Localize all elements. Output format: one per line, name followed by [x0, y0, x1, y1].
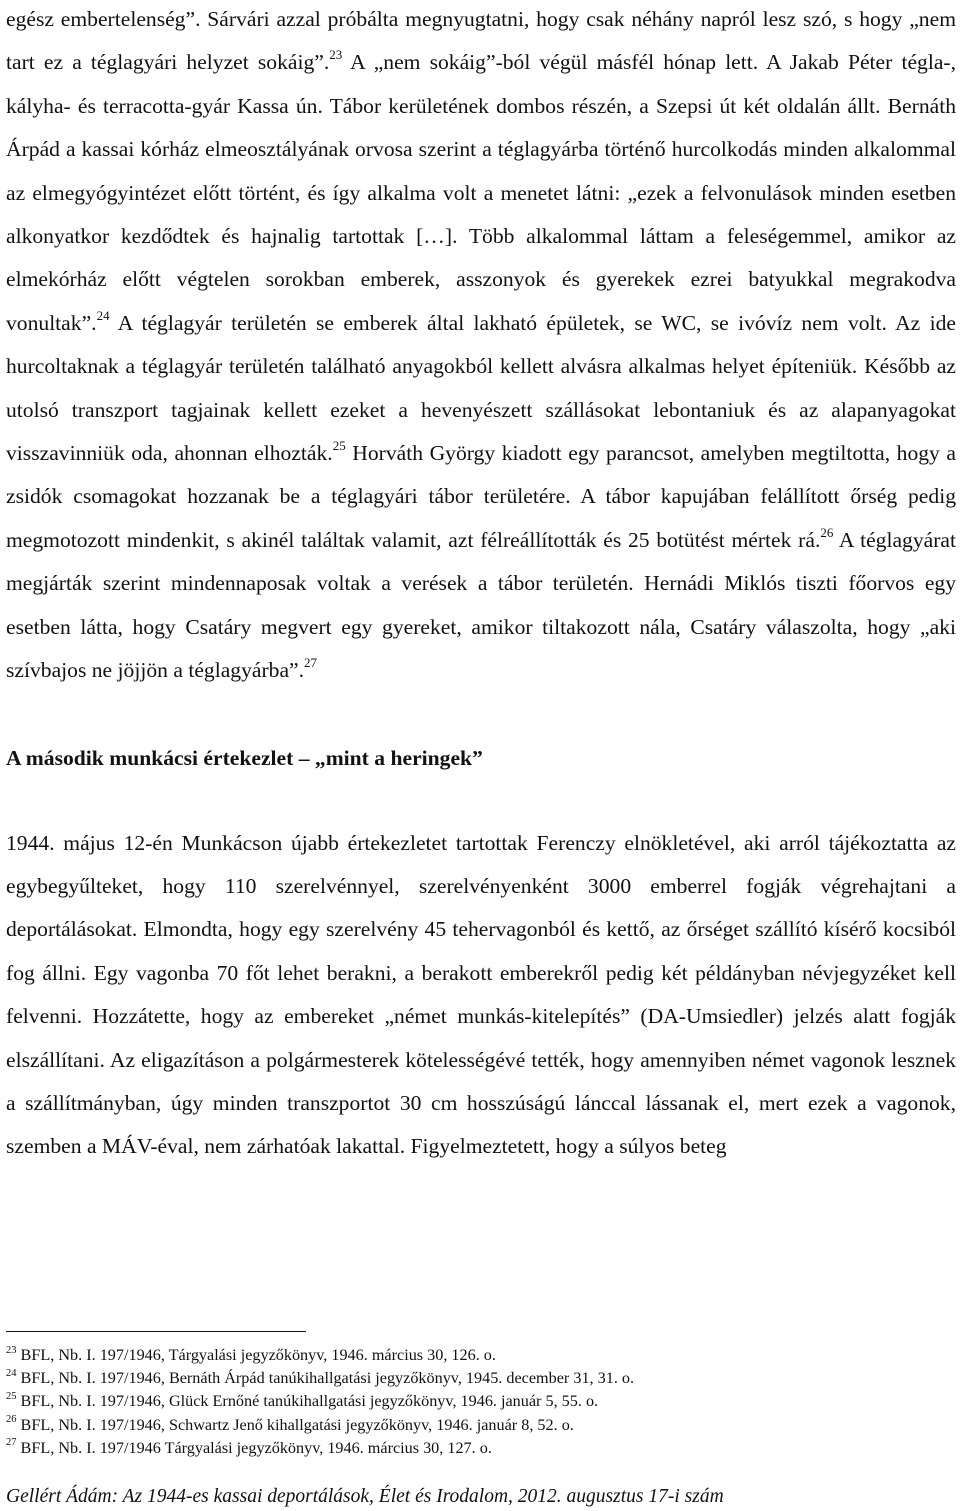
footnote-ref-25[interactable]: 25 [332, 437, 346, 453]
paragraph-text: Horváth György kiadott egy parancsot, amelyben megtiltotta, hogy a zsidók csomagokat hozzanak be a téglagyári tábor területére. A tábor kapujában felállított őrség pedig megmotozott mindenkit, s akinél találtak valamit, azt félreállították és 25 botütést mértek rá. [6, 441, 956, 552]
body-paragraph-1 [6, 0, 956, 693]
footnote-24 [6, 1367, 946, 1390]
footnote-text: BFL, Nb. I. 197/1946, Bernáth Árpád tanúkihallgatási jegyzőkönyv, 1945. december 31, 31. o. [16, 1369, 635, 1388]
footnote-text: BFL, Nb. I. 197/1946 Tárgyalási jegyzőkönyv, 1946. március 30, 127. o. [16, 1438, 492, 1457]
body-paragraph-2: 1944. május 12-én Munkácson újabb értekezletet tartottak Ferenczy elnökletével, aki arról tájékoztatta az egybegyűlteket, hogy 110 szerelvénnyel, szerelvényenként 3000 emberrel fogják végrehajtani a deportálásokat. Elmondta, hogy egy szerelvény 45 tehervagonból és kettő, az őrséget szállító kísérő kocsiból fog állni. Egy vagonba 70 főt lehet berakni, a berakott emberekről pedig két példányban névjegyzéket kell felvenni. Hozzátette, hogy az embereket „német munkás-kitelepítés” (DA-Umsiedler) jelzés alatt fogják elszállítani. Az eligazításon a polgármesterek kötelességévé tették, hogy amennyiben német vagonok lesznek a szállítmányban, úgy minden transzportot 30 cm hosszúságú lánccal lássanak el, mert ezek a vagonok, szemben a MÁV-éval, nem zárhatóak lakattal. Figyelmeztetett, hogy a súlyos beteg [6, 830, 956, 1159]
footnote-ref-24[interactable]: 24 [96, 307, 110, 323]
paragraph-text: A téglagyárat megjárták szerint mindennaposak voltak a verések a tábor területén. Hernádi Miklós tiszti főorvos egy esetben látta, hogy Csatáry megvert egy gyereket, amikor tiltakozott nála, Csatáry válaszolta, hogy „aki szívbajos ne jöjjön a téglagyárba”. [6, 527, 956, 683]
footnote-text: BFL, Nb. I. 197/1946, Schwartz Jenő kihallgatási jegyzőkönyv, 1946. január 8, 52. o. [16, 1415, 574, 1434]
footnote-ref-23[interactable]: 23 [329, 47, 343, 63]
footnote-separator [6, 1331, 306, 1332]
footnote-26 [6, 1414, 946, 1437]
document-page [6, 0, 956, 1169]
footnote-number: 23 [6, 1344, 17, 1356]
footnote-ref-26[interactable]: 26 [820, 524, 834, 540]
footnote-23 [6, 1344, 946, 1367]
footnote-text: BFL, Nb. I. 197/1946, Glück Ernőné tanúkihallgatási jegyzőkönyv, 1946. január 5, 55. o. [16, 1392, 599, 1411]
footnote-number: 25 [6, 1391, 17, 1403]
paragraph-text: A téglagyár területén se emberek által lakható épületek, se WC, se ivóvíz nem volt. Az ide hurcoltaknak a téglagyár területén található anyagokból kellett alvásra alkalmas helyet építeniük. Később az utolsó transzport tagjainak kellett ezeket a hevenyészett szállásokat lebontaniuk és az alapanyagokat visszavinniük oda, ahonnan elhozták. [6, 310, 956, 466]
footnote-number: 24 [6, 1367, 17, 1379]
footnote-25 [6, 1390, 946, 1413]
paragraph-text: egész embertelenség”. Sárvári azzal próbálta megnyugtatni, hogy csak néhány napról lesz szó, s hogy „nem tart ez a téglagyári helyzet sokáig”. [6, 7, 956, 75]
footnote-ref-27[interactable]: 27 [304, 654, 318, 670]
footnotes [6, 1344, 946, 1460]
paragraph-text: A „nem sokáig”-ból végül másfél hónap lett. A Jakab Péter tégla-, kályha- és terracotta-gyár Kassa ún. Tábor kerületének dombos részén, a Szepsi út két oldalán állt. Bernáth Árpád a kassai kórház elmeosztályának orvosa szerint a téglagyárba történő hurcolkodás minden alkalommal az elmegyógyintézet előtt történt, és így alkalma volt a menetet látni: „ezek a felvonulások minden esetben alkonyatkor kezdődtek és hajnalig tartottak […]. Több alkalommal láttam a feleségemmel, amikor az elmekórház előtt végtelen sorokban emberek, asszonyok és gyerekek ezrei batyukkal megrakodva vonultak”. [6, 50, 956, 335]
section-heading: A második munkácsi értekezlet – „mint a heringek” [6, 745, 483, 770]
footnote-text: BFL, Nb. I. 197/1946, Tárgyalási jegyzőkönyv, 1946. március 30, 126. o. [16, 1346, 496, 1364]
footnote-number: 26 [6, 1414, 17, 1426]
footnote-number: 27 [6, 1437, 17, 1449]
footnote-27 [6, 1437, 946, 1460]
page-footer-citation: Gellért Ádám: Az 1944-es kassai deportálások, Élet és Irodalom, 2012. augusztus 17-i szám [6, 1486, 724, 1507]
